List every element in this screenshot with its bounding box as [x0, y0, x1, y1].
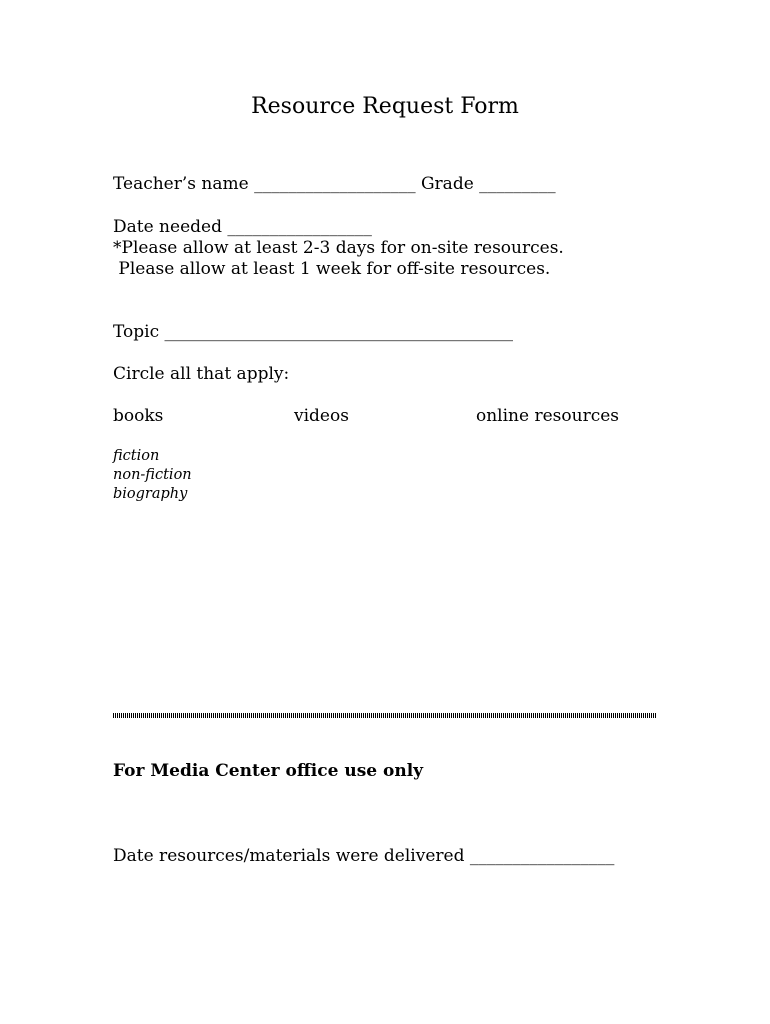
teacher-name-grade-field[interactable]: Teacher’s name ___________________ Grade _________: [113, 174, 556, 194]
delivered-date-field[interactable]: Date resources/materials were delivered _________________: [113, 846, 615, 866]
book-type-non-fiction[interactable]: non-fiction: [113, 467, 192, 483]
circle-prompt: Circle all that apply:: [113, 364, 290, 384]
option-videos[interactable]: videos: [294, 406, 349, 426]
topic-field[interactable]: Topic _________________________________________: [113, 322, 513, 342]
section-divider: [113, 713, 656, 718]
form-title: Resource Request Form: [251, 94, 519, 119]
date-needed-field[interactable]: Date needed _________________: [113, 217, 372, 237]
option-online-resources[interactable]: online resources: [476, 406, 619, 426]
off-site-note: Please allow at least 1 week for off-site resources.: [113, 259, 551, 279]
option-books[interactable]: books: [113, 406, 164, 426]
office-use-heading: For Media Center office use only: [113, 761, 424, 781]
on-site-note: *Please allow at least 2-3 days for on-site resources.: [113, 238, 564, 258]
book-type-biography[interactable]: biography: [113, 486, 188, 502]
book-type-fiction[interactable]: fiction: [113, 448, 160, 464]
